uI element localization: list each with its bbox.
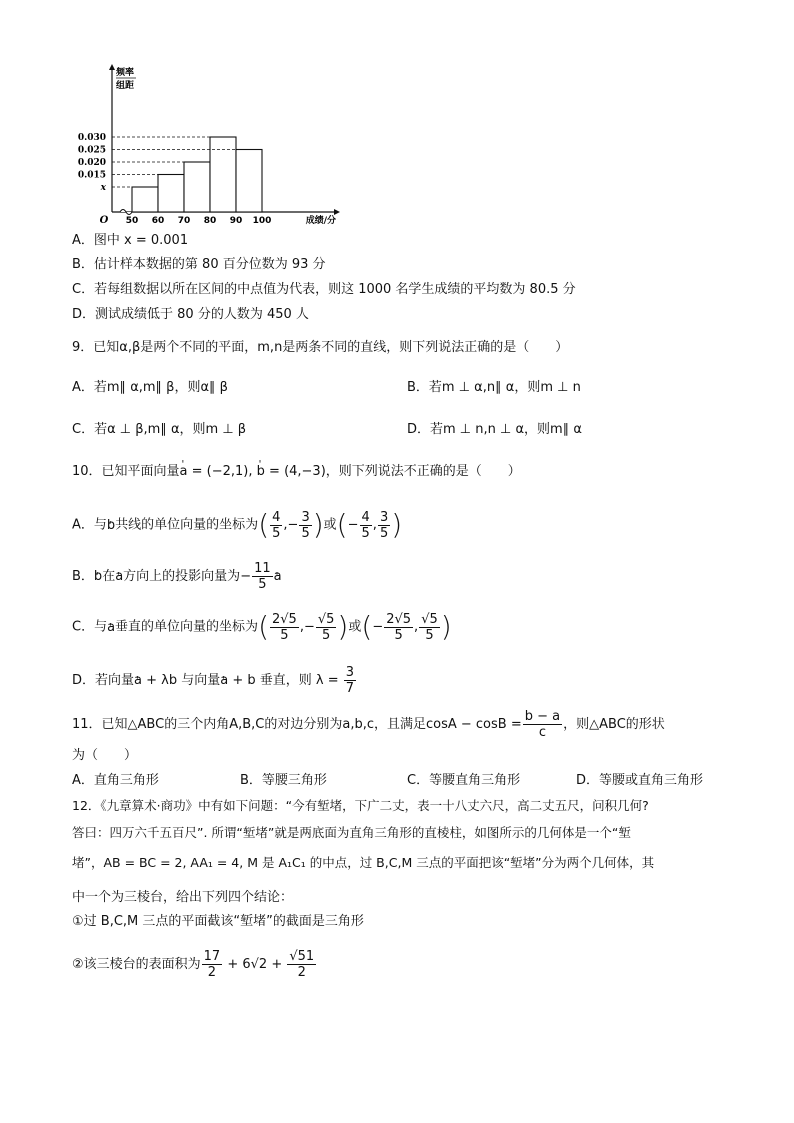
q8-option-d: D．测试成绩低于 80 分的人数为 450 人 xyxy=(72,307,309,322)
q10-stem-post: ，则下列说法不正确的是（ ） xyxy=(325,464,521,479)
frac-den: 5 xyxy=(272,525,281,541)
x-tick-label: 90 xyxy=(229,216,243,226)
fraction xyxy=(360,510,372,541)
axis-break xyxy=(120,210,132,215)
q11-option-b: B．等腰三角形 xyxy=(240,773,327,788)
q10-b-pre: B． xyxy=(72,569,94,584)
frac-den: 5 xyxy=(361,525,370,541)
fraction xyxy=(419,612,440,643)
q12-c2-pre: ②该三棱台的表面积为 xyxy=(72,957,201,972)
q10-a-mid: 共线的单位向量的坐标为 xyxy=(115,517,259,533)
q10-stem-text: 10．已知平面向量 xyxy=(72,464,180,479)
q10-a-pre: A．与 xyxy=(72,517,107,533)
histogram-bar xyxy=(236,150,262,213)
frac-den: 7 xyxy=(345,681,355,696)
frac-den: 5 xyxy=(394,627,403,643)
q11-option-c: C．等腰直角三角形 xyxy=(407,773,521,788)
frac-num: 2√5 xyxy=(386,611,412,627)
frac-den: 5 xyxy=(301,525,310,541)
fraction xyxy=(523,709,562,740)
vector-b-def: ' b = (4,−3) xyxy=(257,464,326,479)
fraction xyxy=(316,612,337,643)
fraction xyxy=(384,612,413,643)
q9-option-b: B．若m ⊥ α,n∥ α，则m ⊥ n xyxy=(407,380,581,395)
q10-d-mid: 与向量 xyxy=(177,673,221,688)
frac-num: 11 xyxy=(254,561,271,576)
q10-option-b: B．' b在' a方向上的投影向量为− $\frac{11}{5}$ ' a xyxy=(72,560,282,594)
frac-num: √5 xyxy=(317,611,335,627)
q12-line-1: 12．《九章算术·商功》中有如下问题：“今有堑堵，下广二丈，表一十八丈六尺，高二丈五尺，问积几何? xyxy=(72,798,649,813)
x-tick-label: 60 xyxy=(151,216,165,226)
frac-den: 5 xyxy=(379,525,389,541)
frac-num: b − a xyxy=(524,709,561,724)
q8-option-b: B．估计样本数据的第 80 百分位数为 93 分 xyxy=(72,257,326,272)
vector-b: ' b xyxy=(94,569,102,584)
fraction xyxy=(287,949,316,980)
fraction xyxy=(270,612,299,643)
q12-line-2: 答曰：四万六千五百尺”. 所谓“堑堵”就是两底面为直角三角形的直棱柱，如图所示的几何体是一个“堑 xyxy=(72,825,631,840)
frac-den: c xyxy=(538,725,546,740)
histogram-bar xyxy=(132,187,158,212)
q12-c2-mid: + 6√2 + xyxy=(223,957,287,972)
fraction xyxy=(252,561,273,592)
frac-num: 3 xyxy=(301,509,310,525)
vector-a: ' a xyxy=(115,569,123,584)
y-tick-label: x xyxy=(100,183,106,193)
vector-expr-2: ' a + b xyxy=(220,673,255,688)
q10-option-a: A．与' b共线的单位向量的坐标为( $\frac{4}{5}$ ,− $\frac{3}{5}$ )或(− $\frac{4}{5}$ , $\frac{3}{5}$ ) xyxy=(72,508,402,543)
x-axis-arrow xyxy=(334,209,340,215)
frac-num: 2√5 xyxy=(272,611,297,627)
y-axis-arrow xyxy=(109,64,115,70)
q9-option-c: C．若α ⊥ β,m∥ α，则m ⊥ β xyxy=(72,422,247,437)
q10-d-pre: D．若向量 xyxy=(72,673,135,688)
q12-conclusion-2 xyxy=(72,948,317,982)
frac-den: 2 xyxy=(207,965,217,980)
y-tick-label: 0.030 xyxy=(77,133,106,143)
q10-c-mid: 垂直的单位向量的坐标为 xyxy=(115,619,259,635)
vector-b: ' b xyxy=(107,518,115,533)
y-tick-label: 0.025 xyxy=(77,145,106,156)
q10-b-mid: 在 xyxy=(102,569,116,584)
vector-a: ' a xyxy=(107,620,115,635)
y-axis-label-bottom: 组距 xyxy=(116,81,135,91)
x-tick-label: 80 xyxy=(203,216,217,226)
q10-d-post: 垂直，则 λ = xyxy=(255,673,339,688)
q10-option-d xyxy=(72,664,357,698)
fraction xyxy=(378,510,390,541)
q11-stem-post: ，则△ABC的形状 xyxy=(563,717,665,732)
q10-c-pre: C．与 xyxy=(72,619,108,635)
q10-c-or: 或 xyxy=(348,619,362,635)
q11-stem-line2: 为（ ） xyxy=(72,748,138,763)
q12-line-3: 堵”，AB = BC = 2, AA₁ = 4, M 是 A₁C₁ 的中点，过 B,C,M 三点的平面把该“堑堵”分为两个几何体，其 xyxy=(72,855,655,870)
q9-stem: 9．已知α,β是两个不同的平面，m,n是两条不同的直线，则下列说法正确的是（ ） xyxy=(72,340,569,355)
q11-option-d: D．等腰或直角三角形 xyxy=(576,773,704,788)
frac-num: 17 xyxy=(203,949,221,964)
histogram-bar xyxy=(158,175,184,213)
frac-num: 4 xyxy=(361,509,370,525)
frac-num: √5 xyxy=(421,611,438,627)
y-axis-label-top: 频率 xyxy=(116,68,135,78)
q10-stem xyxy=(72,462,521,482)
histogram-bar xyxy=(184,162,210,212)
q9-option-d: D．若m ⊥ n,n ⊥ α，则m∥ α xyxy=(407,422,582,437)
y-tick-label: 0.020 xyxy=(77,158,106,168)
origin-label: O xyxy=(99,215,109,226)
vector-expr-1: ' a + λb xyxy=(134,673,177,688)
frac-den: 5 xyxy=(258,577,267,592)
q10-option-c: C．与' a垂直的单位向量的坐标为( $\frac{2√5}{5}$ ,− $\frac{√5}{5}$ )或(− $\frac{2√5}{5}$ , $\frac{√5}{5}$ ) xyxy=(72,610,452,645)
histogram-bar xyxy=(210,137,236,212)
vector-a-def: ' a = (−2,1), xyxy=(180,464,257,479)
q8-option-c: C．若每组数据以所在区间的中点值为代表，则这 1000 名学生成绩的平均数为 80.5 分 xyxy=(72,282,576,297)
q11-stem xyxy=(72,708,665,742)
frac-den: 5 xyxy=(280,627,289,643)
frac-num: 3 xyxy=(345,665,355,680)
x-axis-label: 成绩/分 xyxy=(305,216,336,226)
fraction xyxy=(202,949,223,980)
q9-option-a: A．若m∥ α,m∥ β，则α∥ β xyxy=(72,380,228,395)
frac-den: 2 xyxy=(297,965,306,980)
q10-a-or: 或 xyxy=(323,517,337,533)
q11-option-a: A．直角三角形 xyxy=(72,773,159,788)
q11-stem-text: 11．已知△ABC的三个内角A,B,C的对边分别为a,b,c，且满足cosA − cosB = xyxy=(72,717,522,732)
fraction xyxy=(344,665,356,696)
frac-num: 4 xyxy=(272,509,281,525)
fraction xyxy=(270,510,282,541)
q12-line-4: 中一个为三棱台，给出下列四个结论： xyxy=(72,890,294,905)
q10-b-mid2: 方向上的投影向量为 xyxy=(123,569,241,584)
x-tick-label: 50 xyxy=(125,216,139,226)
frac-den: 5 xyxy=(322,627,331,643)
vector-a: ' a xyxy=(274,569,282,584)
x-tick-label: 100 xyxy=(252,216,272,226)
y-tick-label: 0.015 xyxy=(77,170,106,181)
frac-den: 5 xyxy=(425,627,434,643)
frac-num: 3 xyxy=(379,509,389,525)
frequency-histogram xyxy=(72,60,342,226)
q8-option-a: A．图中 x = 0.001 xyxy=(72,233,189,248)
fraction xyxy=(299,510,311,541)
q12-conclusion-1: ①过 B,C,M 三点的平面截该“堑堵”的截面是三角形 xyxy=(72,914,364,929)
frac-num: √51 xyxy=(289,949,315,964)
x-tick-label: 70 xyxy=(177,216,191,226)
